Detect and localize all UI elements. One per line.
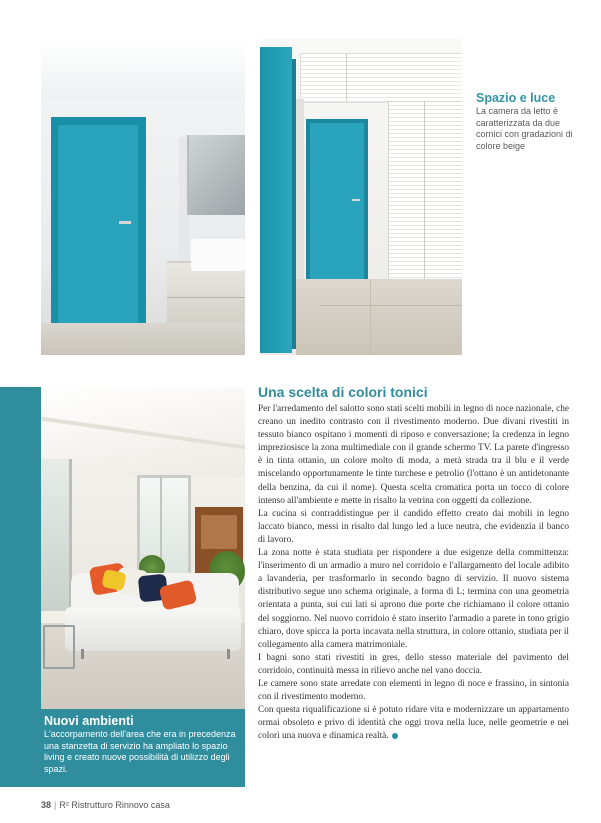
floor-tile-line xyxy=(320,305,462,306)
article-paragraph: La cucina si contraddistingue per il candido effetto creato dai mobili in legno laccato bianco, messi in risalto dal lungo led a luce neutra, che evidenzia il banco di lavoro. xyxy=(258,508,569,545)
door-handle xyxy=(352,199,360,201)
article-heading: Una scelta di colori tonici xyxy=(258,384,428,400)
caption-spazio-e-luce xyxy=(476,91,586,152)
open-turquoise-door xyxy=(260,47,292,353)
article-paragraph: I bagni sono stati rivestiti in gres, dello stesso materiale del pavimento del corridoio, continuità messa in rilievo anche nel vano doccia. xyxy=(258,652,569,676)
window xyxy=(41,459,72,611)
turquoise-door xyxy=(58,125,138,323)
sofa-leg xyxy=(81,649,84,659)
page-number: 38 xyxy=(41,800,52,810)
corridor-photo xyxy=(260,39,462,355)
floor-tile-line xyxy=(370,279,371,355)
wardrobe-upper-louvres xyxy=(300,53,462,103)
caption-nuovi-ambienti xyxy=(44,714,240,776)
mirror xyxy=(187,135,245,215)
turquoise-door xyxy=(310,123,364,279)
article-paragraph: Le camere sono state arredate con elementi in legno di noce e frassino, in sintonia con il rivestimento moderno. xyxy=(258,678,569,703)
floor xyxy=(296,279,462,355)
caption-body: L'accorpamento dell'area che era in precedenza una stanzetta di servizio ha ampliato lo spazio living e creato nuove possibilità di utilizzo degli spazi. xyxy=(44,729,236,775)
article-paragraph: La zona notte è stata studiata per rispondere a due esigenze della committenza: l'inserimento di un armadio a muro nel corridoio e l'allargamento del locale adibito a lavanderia, per trasformarlo in secondo bagno di servizio. Il nuovo sistema distributivo segue uno schema originale, a forma di L; termina con una geometria orientata a punta, sui cui lati si aprono due porte che richiamano il colore ottanio del soggiorno. Nel nuovo corridoio è stato inserito l'armadio a parete in tono grigio chiaro, dove spicca la porta incavata nella struttura, in colore ottanio, studiata per il collegamento alla camera matrimoniale. xyxy=(258,548,569,650)
washbasin xyxy=(191,239,245,271)
article-paragraph-text: Con questa riqualificazione si è potuto ridare vita e modernizzare un appartamento ormai obsoleto e privo di identità che oggi trova nella luce, nelle geometrie e nei colori una nuova e dinamica realtà. xyxy=(258,705,569,742)
caption-title: Spazio e luce xyxy=(476,91,556,105)
caption-body: La camera da letto è caratterizzata da due cornici con gradazioni di colore beige xyxy=(476,106,573,151)
magazine-name: R² Ristrutturo Rinnovo casa xyxy=(59,800,170,810)
end-of-article-bullet-icon xyxy=(392,733,398,739)
wardrobe-divider xyxy=(424,101,425,287)
caption-title: Nuovi ambienti xyxy=(44,714,134,728)
door-handle xyxy=(119,221,131,224)
side-table xyxy=(43,625,75,669)
sofa-leg xyxy=(227,649,230,659)
white-sofa xyxy=(65,607,241,651)
wardrobe-divider xyxy=(346,53,347,101)
page-footer xyxy=(41,800,170,810)
article-body xyxy=(258,403,569,743)
floor xyxy=(41,323,245,355)
louvred-wardrobe xyxy=(388,101,462,289)
cabinet-glass xyxy=(201,515,237,549)
living-room-photo xyxy=(41,387,245,709)
bathroom-photo xyxy=(41,39,245,355)
article-paragraph: Per l'arredamento del salotto sono stati scelti mobili in legno di noce nazionale, che creano un inedito contrasto con il rivestimento moderno. Due divani rivestiti in tessuto bianco ospitano i momenti di riposo e conversazione; la credenza in legno impreziosisce la zona multimediale con il grande schermo TV. La parete d'ingresso è in tinta ottanio, un colore molto di moda, a metà strada tra il blu e il verde miscelando opportunamente le tinte turchese e petrolio (l'ottano è un antidetonante della benzina, da cui il nome). Questa scelta cromatica porta un tocco di colore intenso all'ambiente e mette in risalto la vetrina con oggetti da collezione. xyxy=(258,404,569,506)
drawer-line xyxy=(167,297,245,298)
footer-separator: | xyxy=(54,800,57,810)
door-edge xyxy=(292,59,296,349)
article-paragraph-last xyxy=(258,704,569,743)
ceiling xyxy=(41,39,245,99)
